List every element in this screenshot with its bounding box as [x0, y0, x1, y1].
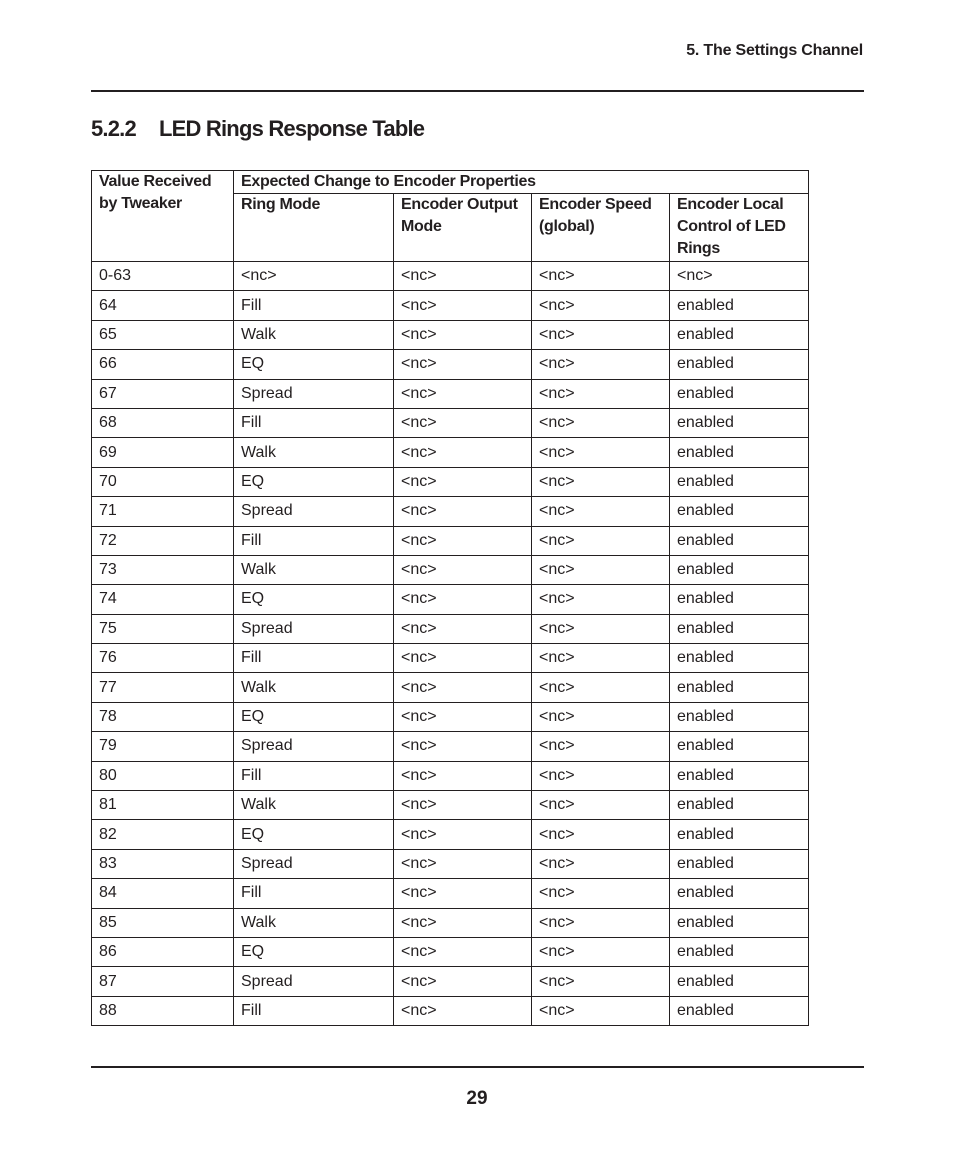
cell-ring-mode: Fill	[234, 644, 394, 673]
cell-output-mode: <nc>	[394, 967, 532, 996]
table-body	[92, 262, 809, 1026]
cell-encoder-speed: <nc>	[532, 555, 670, 584]
cell-value: 84	[92, 879, 234, 908]
cell-encoder-speed: <nc>	[532, 937, 670, 966]
cell-encoder-speed: <nc>	[532, 908, 670, 937]
cell-local-control: enabled	[670, 937, 809, 966]
cell-ring-mode: Fill	[234, 526, 394, 555]
table-row	[92, 996, 809, 1025]
cell-value: 76	[92, 644, 234, 673]
cell-value: 85	[92, 908, 234, 937]
cell-ring-mode: Spread	[234, 849, 394, 878]
cell-output-mode: <nc>	[394, 996, 532, 1025]
column-header-ring-mode: Ring Mode	[234, 194, 394, 262]
cell-ring-mode: EQ	[234, 467, 394, 496]
cell-encoder-speed: <nc>	[532, 849, 670, 878]
cell-output-mode: <nc>	[394, 438, 532, 467]
cell-value: 70	[92, 467, 234, 496]
cell-output-mode: <nc>	[394, 408, 532, 437]
cell-local-control: enabled	[670, 614, 809, 643]
cell-local-control: enabled	[670, 732, 809, 761]
cell-local-control: enabled	[670, 967, 809, 996]
cell-output-mode: <nc>	[394, 379, 532, 408]
cell-output-mode: <nc>	[394, 497, 532, 526]
cell-ring-mode: EQ	[234, 585, 394, 614]
section-title: LED Rings Response Table	[159, 116, 425, 141]
cell-output-mode: <nc>	[394, 585, 532, 614]
cell-local-control: enabled	[670, 555, 809, 584]
cell-local-control: enabled	[670, 320, 809, 349]
cell-local-control: enabled	[670, 526, 809, 555]
cell-output-mode: <nc>	[394, 673, 532, 702]
cell-ring-mode: Spread	[234, 614, 394, 643]
table-row	[92, 908, 809, 937]
cell-output-mode: <nc>	[394, 702, 532, 731]
table-row	[92, 761, 809, 790]
table-row	[92, 879, 809, 908]
cell-encoder-speed: <nc>	[532, 320, 670, 349]
cell-local-control: enabled	[670, 761, 809, 790]
cell-encoder-speed: <nc>	[532, 350, 670, 379]
column-header-encoder-output-mode: Encoder Output Mode	[394, 194, 532, 262]
cell-encoder-speed: <nc>	[532, 526, 670, 555]
table-row	[92, 644, 809, 673]
cell-local-control: enabled	[670, 644, 809, 673]
cell-ring-mode: Walk	[234, 438, 394, 467]
cell-local-control: enabled	[670, 791, 809, 820]
cell-encoder-speed: <nc>	[532, 262, 670, 291]
cell-value: 71	[92, 497, 234, 526]
table-row	[92, 408, 809, 437]
cell-local-control: enabled	[670, 849, 809, 878]
table-row	[92, 526, 809, 555]
cell-value: 0-63	[92, 262, 234, 291]
cell-local-control: enabled	[670, 350, 809, 379]
led-rings-response-table	[91, 170, 809, 1026]
cell-encoder-speed: <nc>	[532, 438, 670, 467]
cell-output-mode: <nc>	[394, 644, 532, 673]
table-row	[92, 702, 809, 731]
cell-ring-mode: Spread	[234, 967, 394, 996]
section-heading	[91, 116, 424, 142]
table-row	[92, 820, 809, 849]
cell-ring-mode: Walk	[234, 908, 394, 937]
cell-output-mode: <nc>	[394, 908, 532, 937]
table-row	[92, 379, 809, 408]
cell-output-mode: <nc>	[394, 320, 532, 349]
table-row	[92, 614, 809, 643]
cell-ring-mode: Walk	[234, 673, 394, 702]
table-row	[92, 497, 809, 526]
cell-local-control: enabled	[670, 467, 809, 496]
cell-encoder-speed: <nc>	[532, 291, 670, 320]
cell-value: 78	[92, 702, 234, 731]
table-row	[92, 262, 809, 291]
cell-value: 66	[92, 350, 234, 379]
cell-output-mode: <nc>	[394, 555, 532, 584]
table-row	[92, 849, 809, 878]
cell-encoder-speed: <nc>	[532, 408, 670, 437]
cell-ring-mode: EQ	[234, 937, 394, 966]
cell-value: 68	[92, 408, 234, 437]
cell-local-control: <nc>	[670, 262, 809, 291]
cell-value: 75	[92, 614, 234, 643]
cell-output-mode: <nc>	[394, 732, 532, 761]
cell-encoder-speed: <nc>	[532, 614, 670, 643]
cell-local-control: enabled	[670, 408, 809, 437]
cell-encoder-speed: <nc>	[532, 585, 670, 614]
cell-value: 81	[92, 791, 234, 820]
table-row	[92, 585, 809, 614]
table-row	[92, 350, 809, 379]
table-row	[92, 291, 809, 320]
cell-value: 83	[92, 849, 234, 878]
cell-local-control: enabled	[670, 497, 809, 526]
cell-local-control: enabled	[670, 908, 809, 937]
cell-local-control: enabled	[670, 438, 809, 467]
cell-local-control: enabled	[670, 379, 809, 408]
cell-encoder-speed: <nc>	[532, 879, 670, 908]
cell-encoder-speed: <nc>	[532, 791, 670, 820]
table-row	[92, 555, 809, 584]
cell-value: 77	[92, 673, 234, 702]
cell-encoder-speed: <nc>	[532, 673, 670, 702]
cell-output-mode: <nc>	[394, 291, 532, 320]
cell-value: 65	[92, 320, 234, 349]
cell-local-control: enabled	[670, 820, 809, 849]
table-row	[92, 673, 809, 702]
running-header: 5. The Settings Channel	[686, 42, 863, 59]
cell-encoder-speed: <nc>	[532, 379, 670, 408]
table-row	[92, 320, 809, 349]
column-header-local-control: Encoder Local Control of LED Rings	[670, 194, 809, 262]
table-row	[92, 438, 809, 467]
table-row	[92, 967, 809, 996]
cell-output-mode: <nc>	[394, 350, 532, 379]
cell-output-mode: <nc>	[394, 791, 532, 820]
cell-encoder-speed: <nc>	[532, 467, 670, 496]
group-header-expected-change: Expected Change to Encoder Properties	[234, 171, 809, 194]
table-header	[92, 171, 809, 262]
cell-ring-mode: Spread	[234, 379, 394, 408]
cell-value: 87	[92, 967, 234, 996]
cell-encoder-speed: <nc>	[532, 996, 670, 1025]
cell-encoder-speed: <nc>	[532, 820, 670, 849]
cell-ring-mode: Fill	[234, 879, 394, 908]
table-row	[92, 732, 809, 761]
cell-ring-mode: Walk	[234, 555, 394, 584]
cell-ring-mode: <nc>	[234, 262, 394, 291]
cell-output-mode: <nc>	[394, 614, 532, 643]
cell-output-mode: <nc>	[394, 761, 532, 790]
cell-encoder-speed: <nc>	[532, 497, 670, 526]
cell-value: 86	[92, 937, 234, 966]
cell-value: 67	[92, 379, 234, 408]
cell-encoder-speed: <nc>	[532, 967, 670, 996]
cell-local-control: enabled	[670, 702, 809, 731]
cell-ring-mode: Fill	[234, 291, 394, 320]
table-row	[92, 937, 809, 966]
cell-value: 69	[92, 438, 234, 467]
cell-output-mode: <nc>	[394, 937, 532, 966]
section-number: 5.2.2	[91, 116, 136, 141]
cell-output-mode: <nc>	[394, 879, 532, 908]
cell-value: 88	[92, 996, 234, 1025]
cell-value: 79	[92, 732, 234, 761]
cell-ring-mode: Fill	[234, 996, 394, 1025]
cell-output-mode: <nc>	[394, 820, 532, 849]
cell-output-mode: <nc>	[394, 526, 532, 555]
header-rule	[91, 90, 864, 92]
cell-value: 72	[92, 526, 234, 555]
cell-output-mode: <nc>	[394, 262, 532, 291]
cell-local-control: enabled	[670, 879, 809, 908]
cell-encoder-speed: <nc>	[532, 761, 670, 790]
cell-value: 80	[92, 761, 234, 790]
cell-ring-mode: Walk	[234, 791, 394, 820]
cell-value: 73	[92, 555, 234, 584]
cell-local-control: enabled	[670, 291, 809, 320]
cell-ring-mode: EQ	[234, 820, 394, 849]
page-number: 29	[466, 1088, 488, 1109]
cell-ring-mode: Walk	[234, 320, 394, 349]
cell-ring-mode: EQ	[234, 350, 394, 379]
cell-output-mode: <nc>	[394, 467, 532, 496]
cell-ring-mode: Fill	[234, 761, 394, 790]
column-header-value-received: Value Received by Tweaker	[92, 171, 234, 262]
cell-local-control: enabled	[670, 673, 809, 702]
column-header-encoder-speed: Encoder Speed (global)	[532, 194, 670, 262]
cell-local-control: enabled	[670, 585, 809, 614]
cell-ring-mode: EQ	[234, 702, 394, 731]
cell-ring-mode: Fill	[234, 408, 394, 437]
cell-local-control: enabled	[670, 996, 809, 1025]
cell-ring-mode: Spread	[234, 497, 394, 526]
cell-encoder-speed: <nc>	[532, 732, 670, 761]
cell-value: 64	[92, 291, 234, 320]
cell-value: 74	[92, 585, 234, 614]
table-row	[92, 791, 809, 820]
cell-value: 82	[92, 820, 234, 849]
table-row	[92, 467, 809, 496]
footer-rule	[91, 1066, 864, 1068]
cell-encoder-speed: <nc>	[532, 644, 670, 673]
cell-output-mode: <nc>	[394, 849, 532, 878]
cell-ring-mode: Spread	[234, 732, 394, 761]
cell-encoder-speed: <nc>	[532, 702, 670, 731]
